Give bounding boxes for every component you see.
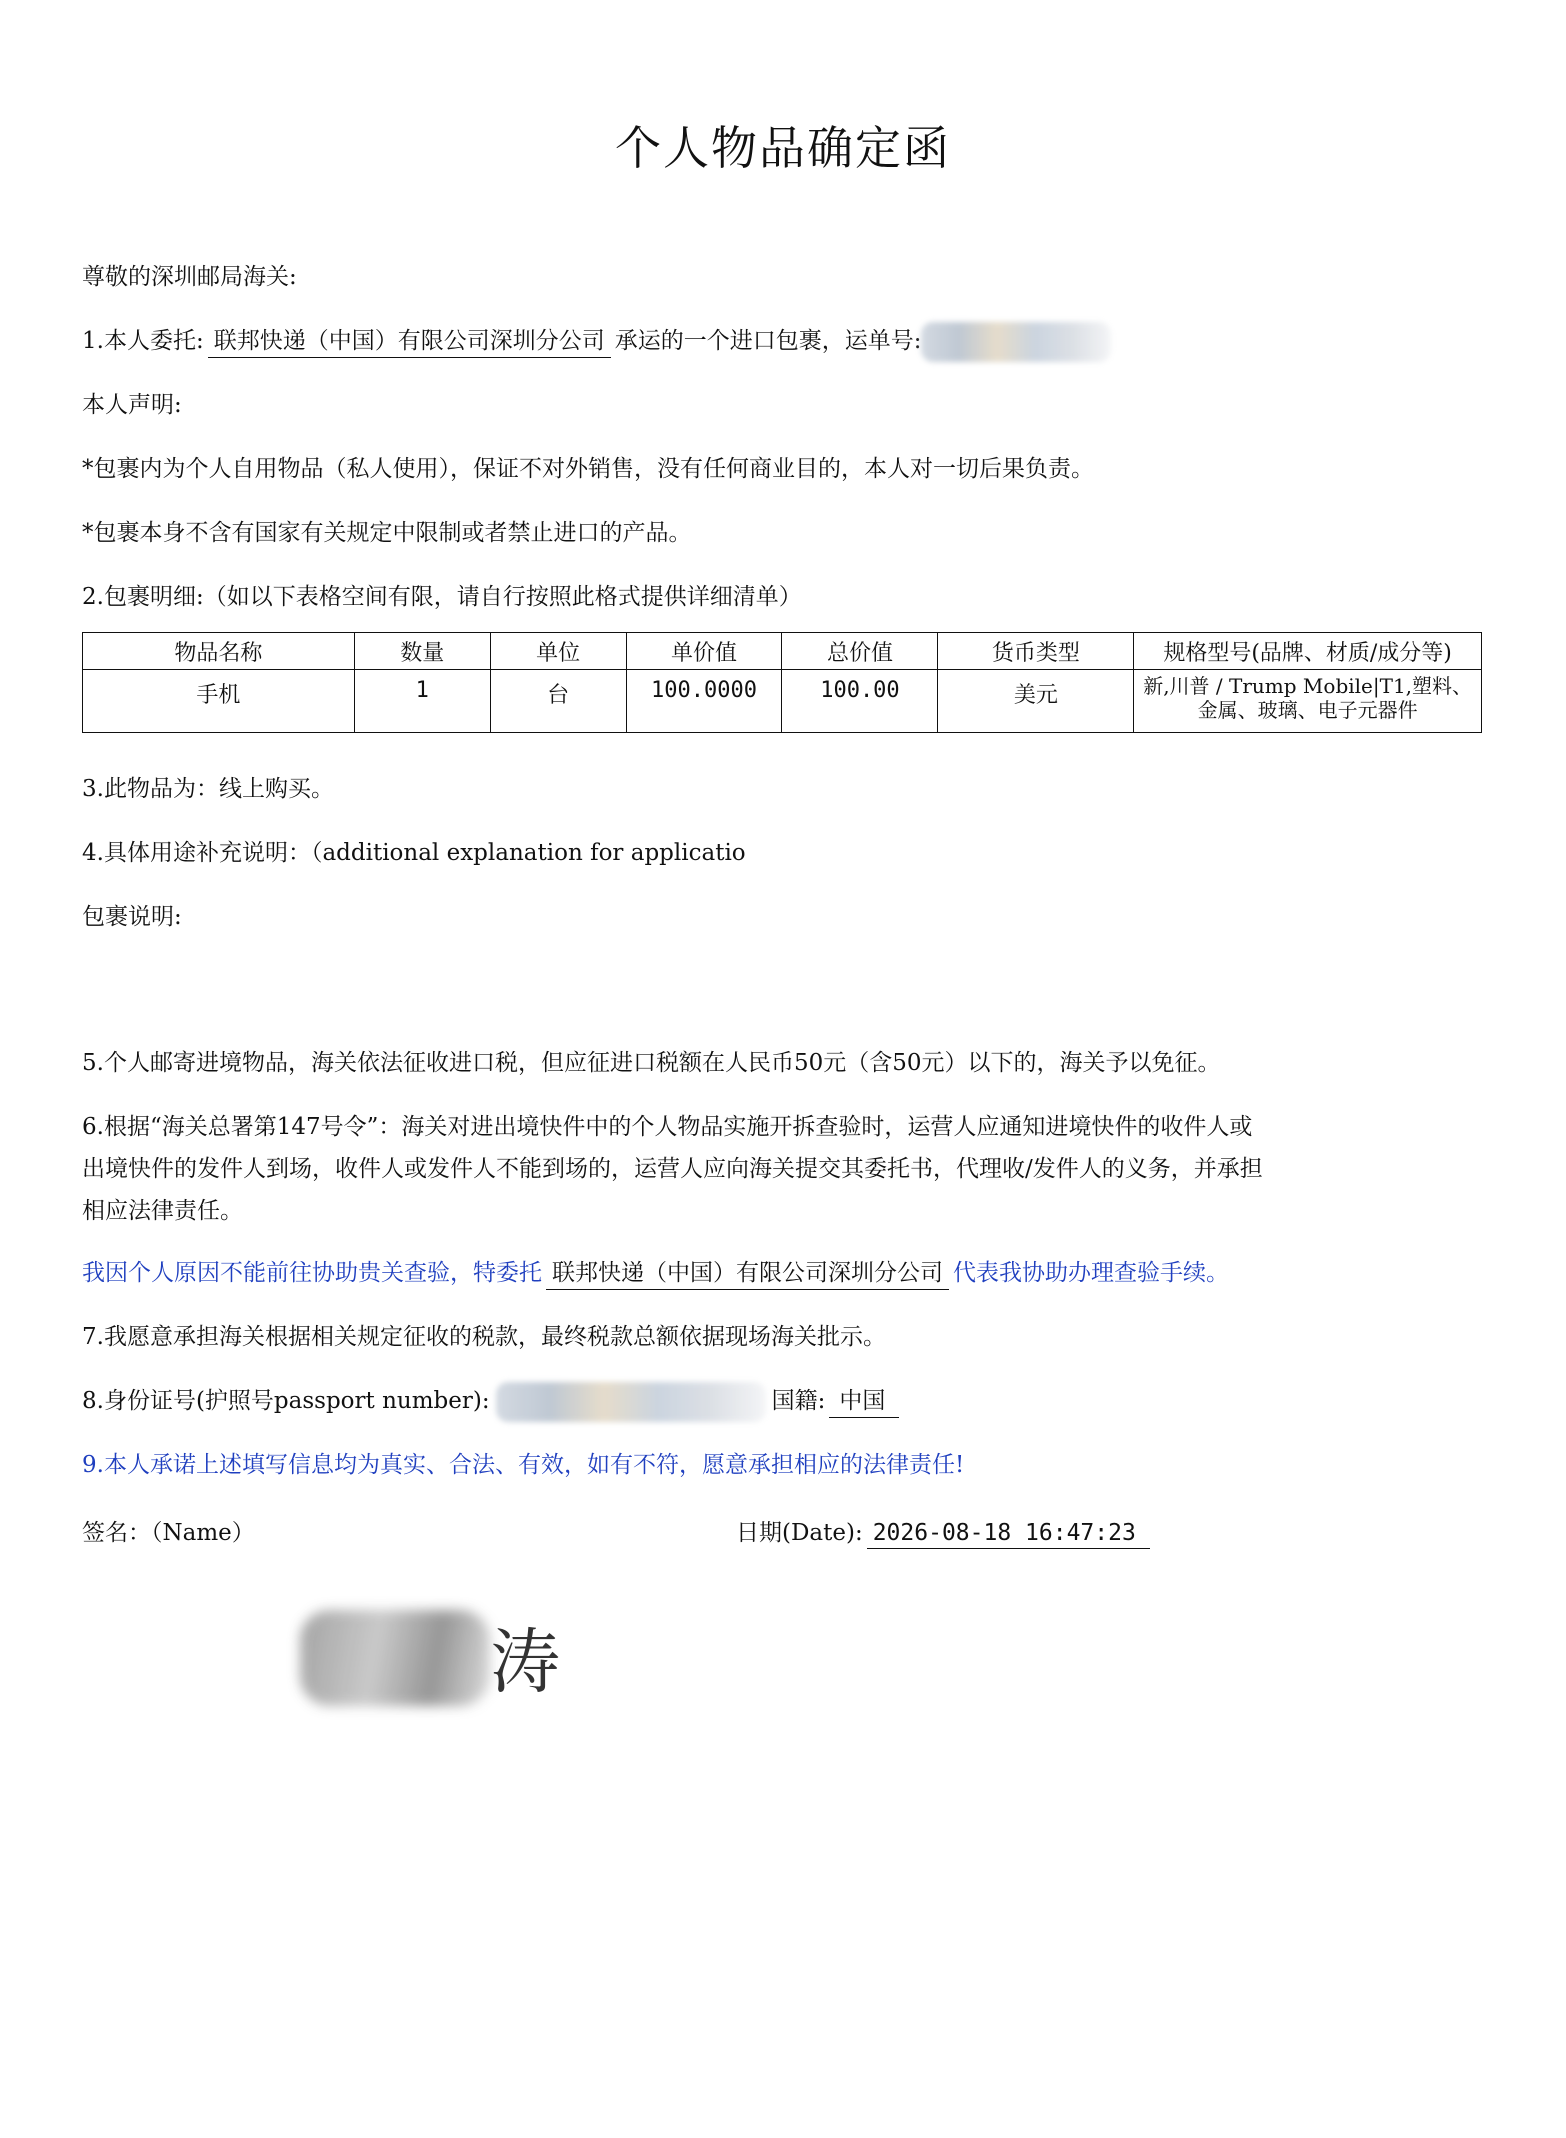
header-quantity: 数量 bbox=[354, 633, 490, 670]
cell-currency: 美元 bbox=[938, 670, 1134, 733]
item9-line: 9.本人承诺上述填写信息均为真实、合法、有效，如有不符，愿意承担相应的法律责任! bbox=[82, 1452, 965, 1478]
item6-line-3: 相应法律责任。 bbox=[82, 1198, 243, 1224]
item4-text: 4.具体用途补充说明：（additional explanation for applicatio bbox=[82, 840, 746, 866]
header-unit: 单位 bbox=[490, 633, 626, 670]
entrust-carrier: 联邦快递（中国）有限公司深圳分公司 bbox=[546, 1254, 949, 1290]
item1-line bbox=[82, 322, 1111, 362]
signature-label: 签名：（Name） bbox=[82, 1520, 255, 1546]
date-line bbox=[736, 1514, 1154, 1549]
item1-prefix: 1.本人委托: bbox=[82, 328, 204, 354]
entrust-line bbox=[82, 1254, 1229, 1290]
declare-line-2: *包裹本身不含有国家有关规定中限制或者禁止进口的产品。 bbox=[82, 520, 692, 546]
parcel-note-label: 包裹说明: bbox=[82, 904, 182, 930]
item3-line: 3.此物品为：线上购买。 bbox=[82, 776, 334, 802]
waybill-redacted bbox=[921, 322, 1111, 362]
text-fade bbox=[746, 841, 786, 867]
cell-spec: 新,川普 / Trump Mobile|T1,塑料、金属、玻璃、电子元器件 bbox=[1134, 670, 1482, 733]
header-item-name: 物品名称 bbox=[83, 633, 355, 670]
cell-unit-price: 100.0000 bbox=[626, 670, 782, 733]
item4-line bbox=[82, 834, 786, 867]
cell-item-name: 手机 bbox=[83, 670, 355, 733]
signature-redacted bbox=[300, 1610, 490, 1706]
header-currency: 货币类型 bbox=[938, 633, 1134, 670]
header-total-price: 总价值 bbox=[782, 633, 938, 670]
salutation: 尊敬的深圳邮局海关: bbox=[82, 264, 297, 290]
items-table bbox=[82, 632, 1482, 733]
id-label: 8.身份证号(护照号passport number): bbox=[82, 1388, 490, 1414]
item7-line: 7.我愿意承担海关根据相关规定征收的税款，最终税款总额依据现场海关批示。 bbox=[82, 1324, 886, 1350]
signature-visible-char: 涛 bbox=[490, 1621, 560, 1703]
nationality-value: 中国 bbox=[829, 1382, 899, 1418]
cell-total-price: 100.00 bbox=[782, 670, 938, 733]
date-value: 2026-08-18 16:47:23 bbox=[867, 1520, 1150, 1549]
item2-heading: 2.包裹明细:（如以下表格空间有限，请自行按照此格式提供详细清单） bbox=[82, 584, 802, 610]
item8-line bbox=[82, 1382, 903, 1422]
item1-mid: 承运的一个进口包裹，运单号: bbox=[614, 328, 922, 354]
entrust-prefix: 我因个人原因不能前往协助贵关查验，特委托 bbox=[82, 1260, 542, 1286]
header-unit-price: 单价值 bbox=[626, 633, 782, 670]
declare-label: 本人声明: bbox=[82, 392, 182, 418]
cell-quantity: 1 bbox=[354, 670, 490, 733]
nationality-label: 国籍: bbox=[771, 1388, 826, 1414]
item5-line: 5.个人邮寄进境物品，海关依法征收进口税，但应征进口税额在人民币50元（含50元）以下的，海关予以免征。 bbox=[82, 1050, 1221, 1076]
cell-unit: 台 bbox=[490, 670, 626, 733]
item6-line-2: 出境快件的发件人到场，收件人或发件人不能到场的，运营人应向海关提交其委托书，代理收/发件人的义务，并承担 bbox=[82, 1156, 1263, 1182]
entrust-suffix: 代表我协助办理查验手续。 bbox=[953, 1260, 1229, 1286]
item6-line-1: 6.根据“海关总署第147号令”：海关对进出境快件中的个人物品实施开拆查验时，运营人应通知进境快件的收件人或 bbox=[82, 1114, 1253, 1140]
carrier-name: 联邦快递（中国）有限公司深圳分公司 bbox=[208, 322, 611, 358]
id-number-redacted bbox=[496, 1382, 766, 1422]
date-label: 日期(Date): bbox=[736, 1520, 863, 1546]
table-header-row bbox=[83, 633, 1482, 670]
header-spec: 规格型号(品牌、材质/成分等) bbox=[1134, 633, 1482, 670]
table-row bbox=[83, 670, 1482, 733]
handwritten-signature bbox=[300, 1600, 580, 1720]
declare-line-1: *包裹内为个人自用物品（私人使用），保证不对外销售，没有任何商业目的，本人对一切后果负责。 bbox=[82, 456, 1094, 482]
document-title: 个人物品确定函 bbox=[615, 121, 951, 175]
